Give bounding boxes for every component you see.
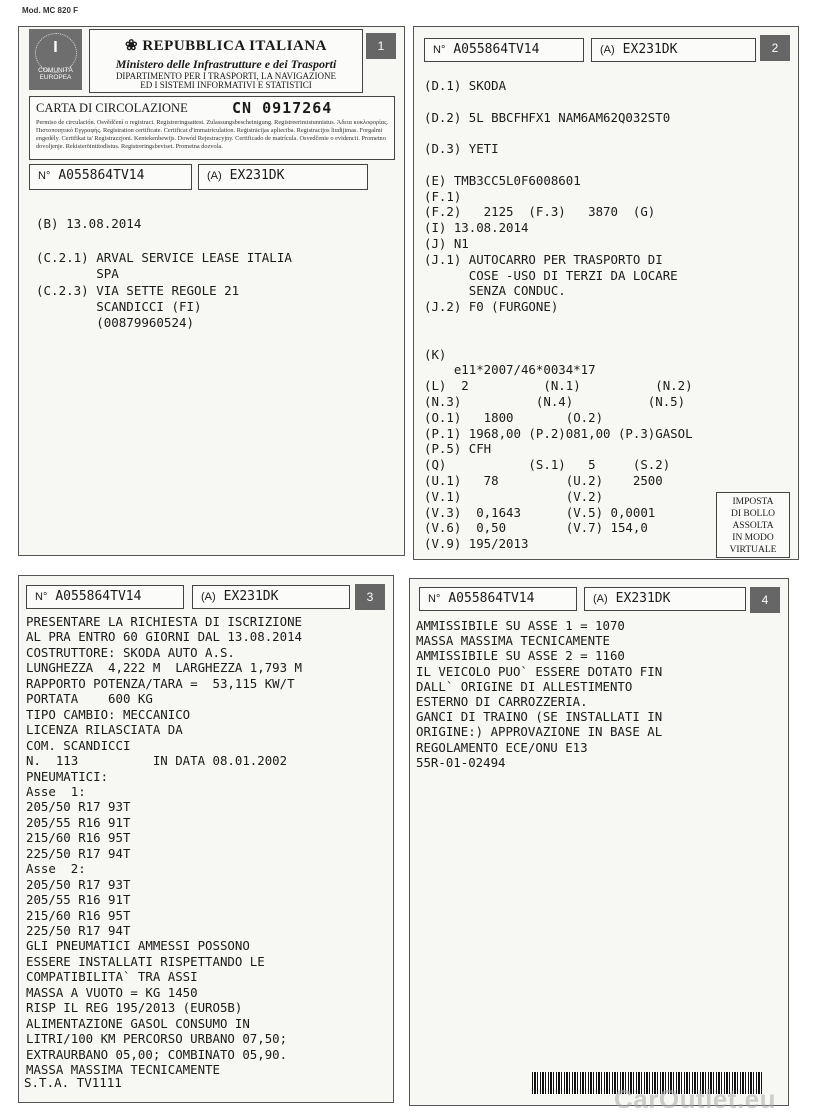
plate-box [591, 38, 756, 62]
stamp-line: IMPOSTA [732, 497, 774, 507]
text-line: ESSERE INSTALLATI RISPETTANDO LE [26, 953, 265, 969]
plate-number: EX231DK [622, 42, 678, 57]
document-number: CN 0917264 [232, 99, 333, 117]
registration-number: A055864TV14 [58, 168, 145, 183]
panel-number: 3 [355, 584, 385, 610]
text-line: Asse 1: [26, 783, 86, 799]
text-line: IL VEICOLO PUO` ESSERE DOTATO FIN [416, 663, 663, 679]
text-line: AMMISSIBILE SU ASSE 1 = 1070 [416, 618, 625, 633]
text-line: MASSA A VUOTO = KG 1450 [26, 984, 198, 1000]
republic-title: REPUBBLICA ITALIANA [142, 38, 327, 54]
text-line: (O.1) 1800 (O.2) [424, 409, 604, 425]
text-line: (D.2) 5L BBCFHFX1 NAM6AM62Q032ST0 [424, 109, 671, 125]
eu-label-2: EUROPEA [39, 74, 72, 81]
registration-number: A055864TV14 [453, 42, 540, 57]
registration-number-box [419, 587, 577, 611]
text-line: 225/50 R17 94T [26, 923, 131, 938]
text-line: 205/50 R17 93T [26, 799, 131, 815]
text-line: LITRI/100 KM PERCORSO URBANO 07,50; [26, 1031, 288, 1047]
text-line: 215/60 R16 95T [26, 830, 131, 846]
text-line: (V.9) 195/2013 [424, 536, 529, 552]
text-line: 215/60 R16 95T [26, 907, 131, 923]
text-line: 55R-01-02494 [416, 754, 506, 770]
no-label: N° [38, 170, 51, 182]
text-line: PNEUMATICI: [26, 768, 109, 784]
text-line: 205/50 R17 93T [26, 876, 131, 892]
text-line: (F.2) 2125 (F.3) 3870 (G) [424, 204, 656, 220]
text-line: (D.3) YETI [424, 141, 499, 157]
registration-number: A055864TV14 [448, 591, 535, 606]
field-c23-line3: (00879960524) [36, 315, 195, 330]
no-label: N° [433, 44, 446, 56]
eu-emblem [29, 29, 82, 90]
text-line: (V.3) 0,1643 (V.5) 0,0001 [424, 504, 656, 520]
text-line: (D.1) SKODA [424, 78, 507, 93]
eu-stars-icon [35, 33, 77, 73]
plate-box [192, 585, 350, 609]
registration-number-box [29, 164, 192, 190]
no-label: N° [428, 593, 441, 605]
registration-number-box [26, 585, 184, 609]
text-line: (F.1) [424, 188, 462, 204]
text-line: (V.1) (V.2) [424, 488, 604, 504]
ministry-name: Ministero delle Infrastrutture e dei Trasporti [115, 57, 337, 71]
text-line: SENZA CONDUC. [424, 283, 566, 299]
text-line: GANCI DI TRAINO (SE INSTALLATI IN [416, 709, 663, 725]
text-line: 225/50 R17 94T [26, 845, 131, 861]
text-line: MASSA MASSIMA TECNICAMENTE [26, 1062, 220, 1078]
republic-header [89, 29, 363, 93]
text-line: 205/55 R16 91T [26, 892, 131, 908]
text-line: COSTRUTTORE: SKODA AUTO A.S. [26, 644, 235, 660]
plate-number: EX231DK [223, 589, 279, 604]
field-c21-line1: (C.2.1) ARVAL SERVICE LEASE ITALIA [36, 250, 292, 265]
text-line: (L) 2 (N.1) (N.2) [424, 378, 693, 394]
text-line: AMMISSIBILE SU ASSE 2 = 1160 [416, 648, 625, 664]
department-line-2: ED I SISTEMI INFORMATIVI E STATISTICI [140, 80, 312, 90]
text-line: (E) TMB3CC5L0F6008601 [424, 172, 581, 188]
text-line: ALIMENTAZIONE GASOL CONSUMO IN [26, 1015, 250, 1031]
stamp-duty-box [716, 492, 790, 558]
text-line: EXTRAURBANO 05,00; COMBINATO 05,90. [26, 1046, 288, 1062]
text-line: (V.6) 0,50 (V.7) 154,0 [424, 520, 648, 536]
country-code: I [53, 39, 58, 56]
a-label: (A) [201, 591, 216, 603]
text-line: (I) 13.08.2014 [424, 220, 529, 236]
field-c23-line2: SCANDICCI (FI) [36, 299, 202, 314]
stamp-line: VIRTUALE [729, 545, 777, 555]
text-line: REGOLAMENTO ECE/ONU E13 [416, 739, 588, 755]
text-line: RAPPORTO POTENZA/TARA = 53,115 KW/T [26, 675, 295, 691]
text-line: DALL` ORIGINE DI ALLESTIMENTO [416, 678, 633, 694]
multilingual-title: Permiso de circulación. Osvědčení o registraci. Registreringsattest. Zulassungsbescheinigung. Registreerimistunnistus. Άδεια κυκλοφορίας. Πιστοποιητικό Εγγραφής. Registration certificate. Certificat d'immatriculation. Reģistrācijas apliecība. Registracijos liudijimas. Forgalmi engedély. Certifikat ta' Registrazzjoni. Kentekenbewijs. Dowód Rejestracyjny. Certificado de matrícula. Osvedčenie o evidencii. Prometno dovoljenje. Rekisteröintitodistus. Registreringsbeviset. Prometna dozvola. [36, 119, 389, 150]
text-line: 205/55 R16 91T [26, 814, 131, 830]
field-c23-line1: (C.2.3) VIA SETTE REGOLE 21 [36, 283, 240, 298]
text-line: (P.5) CFH [424, 441, 492, 457]
eu-label-1: COMUNITÀ [38, 67, 73, 74]
text-line: (K) [424, 346, 447, 362]
text-line: (N.3) (N.4) (N.5) [424, 394, 686, 409]
text-line: RISP IL REG 195/2013 (EURO5B) [26, 1000, 243, 1016]
registration-number-box [424, 38, 584, 62]
text-line: AL PRA ENTRO 60 GIORNI DAL 13.08.2014 [26, 629, 303, 645]
panel-number: 4 [750, 587, 780, 613]
text-line: (J) N1 [424, 236, 469, 251]
form-model-code: Mod. MC 820 F [22, 6, 79, 15]
text-line: N. 113 IN DATA 08.01.2002 [26, 753, 288, 769]
document-title: CARTA DI CIRCOLAZIONE [36, 101, 188, 115]
text-line: LUNGHEZZA 4,222 M LARGHEZZA 1,793 M [26, 660, 303, 676]
stamp-line: IN MODO [732, 533, 774, 543]
text-line: (Q) (S.1) 5 (S.2) [424, 457, 671, 473]
plate-number: EX231DK [229, 168, 285, 183]
text-line: MASSA MASSIMA TECNICAMENTE [416, 633, 610, 649]
text-line: (J.1) AUTOCARRO PER TRASPORTO DI [424, 251, 663, 267]
a-label: (A) [593, 593, 608, 605]
text-line: PRESENTARE LA RICHIESTA DI ISCRIZIONE [26, 614, 303, 629]
text-line: (U.1) 78 (U.2) 2500 [424, 473, 663, 488]
text-line: COM. SCANDICCI [26, 737, 131, 753]
text-line: (P.1) 1968,00 (P.2)081,00 (P.3)GASOL [424, 425, 693, 441]
field-b: (B) 13.08.2014 [36, 216, 142, 231]
a-label: (A) [600, 44, 615, 56]
text-line: COSE -USO DI TERZI DA LOCARE [424, 267, 678, 283]
plate-number: EX231DK [615, 591, 671, 606]
text-line: COMPATIBILITA` TRA ASSI [26, 969, 198, 985]
plate-box [198, 164, 368, 190]
text-line: TIPO CAMBIO: MECCANICO [26, 706, 191, 722]
emblem-icon: ❀ [124, 38, 139, 54]
sta-code: S.T.A. TV1111 [24, 1075, 122, 1090]
panel-number: 2 [760, 35, 790, 61]
text-line: Asse 2: [26, 861, 86, 877]
text-line: LICENZA RILASCIATA DA [26, 722, 183, 738]
watermark: CarOutlet.eu [614, 1084, 777, 1114]
carta-circolazione-box [29, 96, 395, 160]
text-line: (J.2) F0 (FURGONE) [424, 299, 559, 315]
text-line: e11*2007/46*0034*17 [424, 362, 596, 378]
text-line: PORTATA 600 KG [26, 691, 153, 707]
panel-number: 1 [366, 33, 396, 59]
text-line: GLI PNEUMATICI AMMESSI POSSONO [26, 938, 250, 954]
department-line-1: DIPARTIMENTO PER I TRASPORTI, LA NAVIGAZIONE [115, 71, 337, 81]
plate-box [584, 587, 746, 611]
field-c21-line2: SPA [36, 266, 119, 281]
stamp-line: ASSOLTA [732, 521, 774, 531]
text-line: ORIGINE:) APPROVAZIONE IN BASE AL [416, 724, 663, 740]
registration-number: A055864TV14 [55, 589, 142, 604]
text-line: ESTERNO DI CARROZZERIA. [416, 694, 588, 709]
a-label: (A) [207, 170, 222, 182]
no-label: N° [35, 591, 48, 603]
stamp-line: DI BOLLO [730, 509, 776, 519]
